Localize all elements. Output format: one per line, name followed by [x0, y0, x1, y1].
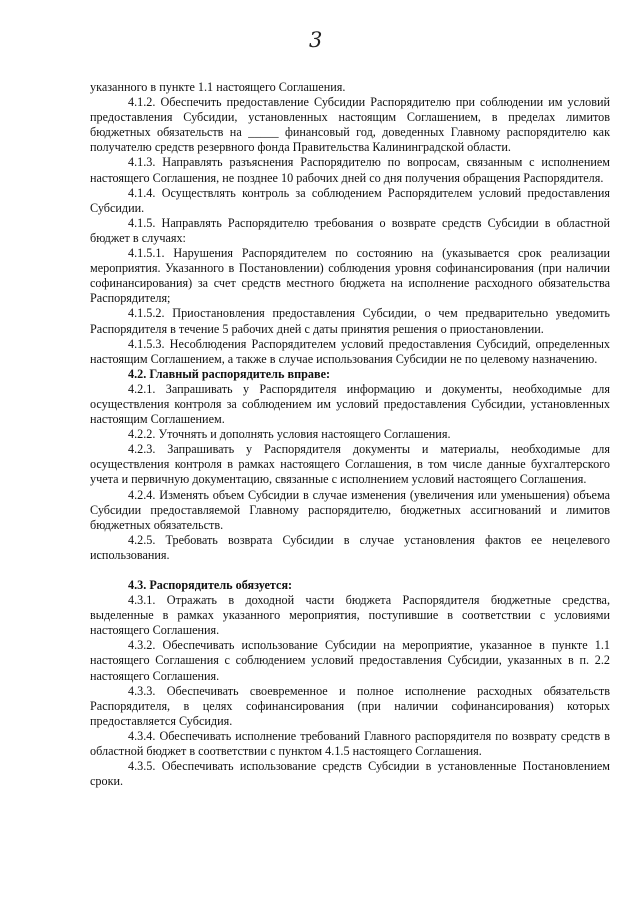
paragraph: 4.1.5.1. Нарушения Распорядителем по состоянию на (указывается срок реализации мероприятия. Указанного в Постановлении) соблюдения уровня софинансирования (при наличии софинансирования) за счет средств местного бюджета на исполнение расходного обязательства Распорядителя;	[90, 246, 610, 306]
paragraph: 4.3.4. Обеспечивать исполнение требований Главного распорядителя по возврату средств в областной бюджет в соответствии с пунктом 4.1.5 настоящего Соглашения.	[90, 728, 610, 759]
paragraph: 4.1.5. Направлять Распорядителю требования о возврате средств Субсидии в областной бюджет в случаях:	[90, 215, 610, 245]
paragraph: 4.2.3. Запрашивать у Распорядителя документы и материалы, необходимые для осуществления контроля в рамках настоящего Соглашения, в том числе данные бухгалтерского учета и первичную документацию, связанные с исполнением условий настоящего Соглашения.	[90, 442, 610, 487]
paragraph: 4.2.5. Требовать возврата Субсидии в случае установления фактов ее нецелевого использования.	[90, 532, 610, 562]
paragraph: 4.2.1. Запрашивать у Распорядителя информацию и документы, необходимые для осуществления контроля за соблюдением им условий предоставления Субсидии, установленных настоящим Соглашением.	[90, 381, 610, 427]
paragraph: 4.1.3. Направлять разъяснения Распорядителю по вопросам, связанным с исполнением настоящего Соглашения, не позднее 10 рабочих дней со дня получения обращения Распорядителя.	[90, 155, 610, 185]
paragraph: 4.2.4. Изменять объем Субсидии в случае изменения (увеличения или уменьшения) объема Субсидии предоставляемой Главному распорядителю, бюджетных ассигнований и лимитов бюджетных обязательств.	[90, 487, 610, 532]
section-heading: 4.3. Распорядитель обязуется:	[128, 578, 293, 592]
section-heading: 4.2. Главный распорядитель вправе:	[128, 366, 331, 381]
paragraph: 4.2.2. Уточнять и дополнять условия настоящего Соглашения.	[128, 427, 451, 442]
document-body	[90, 80, 610, 789]
page-number: 3	[309, 28, 323, 52]
paragraph: 4.3.5. Обеспечивать использование средств Субсидии в установленные Постановлением сроки.	[90, 759, 610, 789]
paragraph: 4.1.4. Осуществлять контроль за соблюдением Распорядителем условий предоставления Субсидии.	[90, 185, 610, 215]
paragraph: указанного в пункте 1.1 настоящего Соглашения.	[90, 80, 346, 94]
paragraph: 4.1.5.3. Несоблюдения Распорядителем условий предоставления Субсидий, определенных настоящим Соглашением, а также в случае использования Субсидии не по целевому назначению.	[90, 336, 610, 366]
paragraph: 4.3.2. Обеспечивать использование Субсидии на мероприятие, указанное в пункте 1.1 настоящего Соглашения с соблюдением условий предоставления Субсидии, указанных в п. 2.2 настоящего Соглашения.	[90, 638, 610, 683]
paragraph: 4.1.5.2. Приостановления предоставления Субсидии, о чем предварительно уведомить Распорядителя в течение 5 рабочих дней с даты принятия решения о приостановлении.	[90, 306, 610, 336]
paragraph: 4.3.1. Отражать в доходной части бюджета Распорядителя бюджетные средства, выделенные в рамках указанного мероприятия, поступившие в соответствии с условиями настоящего Соглашения.	[90, 593, 610, 638]
paragraph: 4.3.3. Обеспечивать своевременное и полное исполнение расходных обязательств Распорядителя, в целях софинансирования (при наличии софинансирования) которых предоставляется Субсидия.	[90, 683, 610, 728]
paragraph: 4.1.2. Обеспечить предоставление Субсидии Распорядителю при соблюдении им условий предоставления Субсидии, установленных настоящим Соглашением, в пределах лимитов бюджетных обязательств на _____ финансовый год, доведенных Главному распорядителю как получателю средств резервного фонда Правительства Калининградской области.	[90, 95, 610, 155]
